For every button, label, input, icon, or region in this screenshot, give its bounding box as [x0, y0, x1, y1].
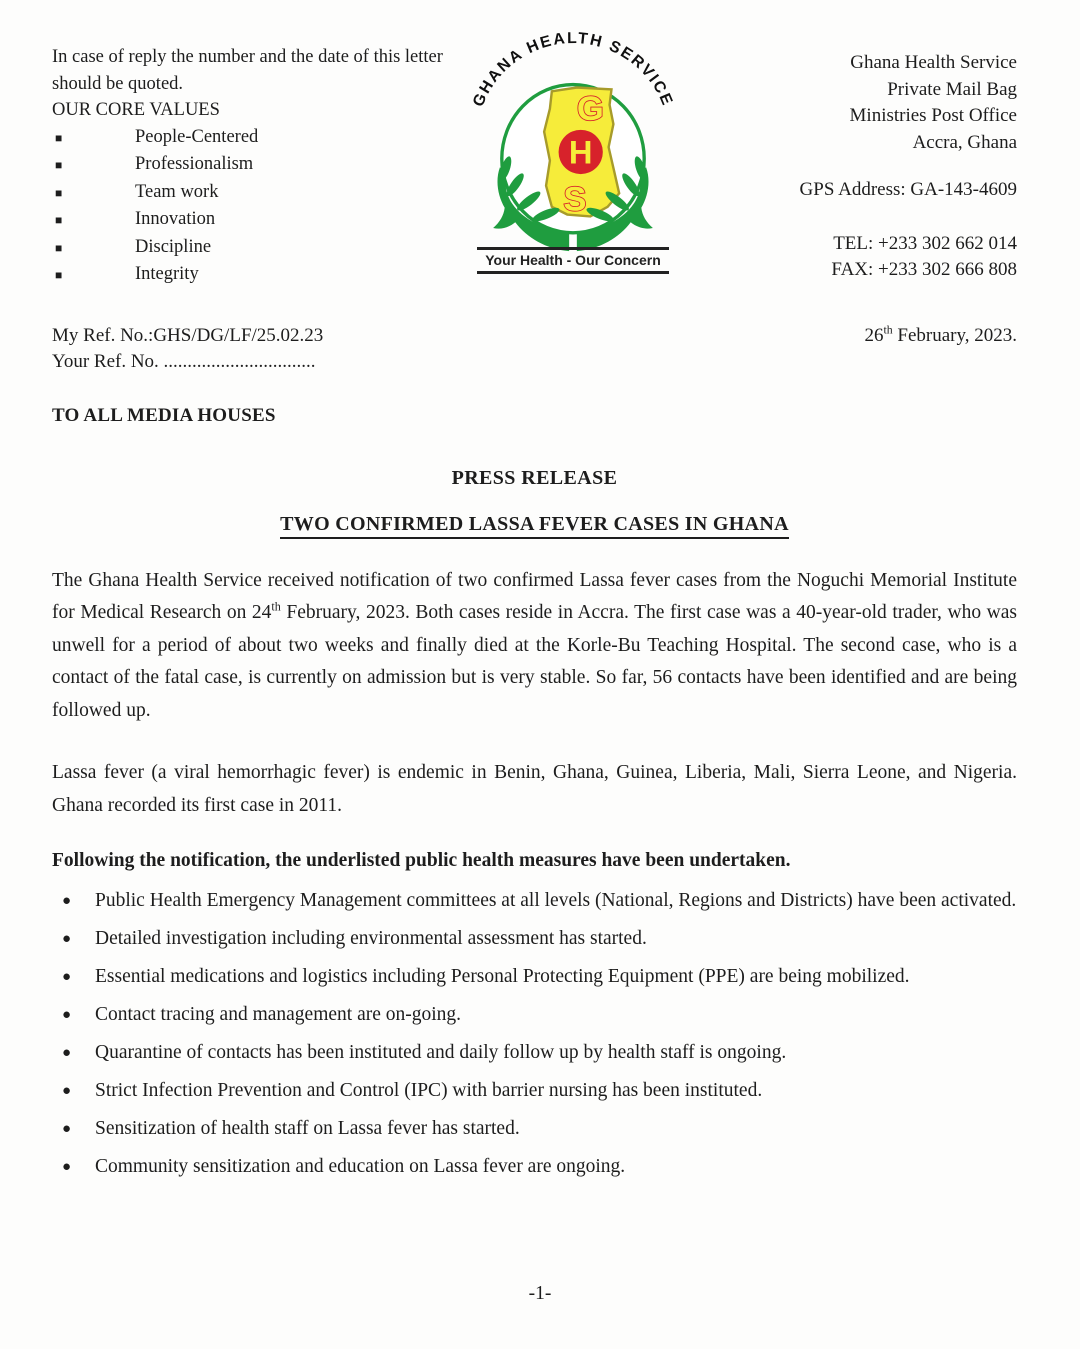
- bullet-icon: ●: [62, 1121, 72, 1137]
- press-release-subtitle: TWO CONFIRMED LASSA FEVER CASES IN GHANA: [280, 513, 789, 539]
- square-bullet-icon: ■: [55, 240, 63, 255]
- date-ordinal-suffix: th: [271, 599, 281, 614]
- measure-item: [52, 996, 1017, 1034]
- measure-item: [52, 920, 1017, 958]
- body-paragraph-2: Lassa fever (a viral hemorrhagic fever) is endemic in Benin, Ghana, Guinea, Liberia, Mali, Sierra Leone, and Nigeria. Ghana recorded its first case in 2011.: [52, 762, 1017, 816]
- letter-date: [864, 323, 1017, 349]
- bullet-icon: ●: [62, 893, 72, 909]
- my-ref-number: My Ref. No.:GHS/DG/LF/25.02.23: [52, 324, 324, 346]
- measure-text: Public Health Emergency Management committees at all levels (National, Regions and Districts) have been activated.: [95, 890, 1017, 911]
- body-paragraph-1: [52, 565, 1017, 728]
- page-number: -1-: [528, 1283, 552, 1304]
- date-ordinal-suffix: th: [883, 323, 893, 337]
- measures-list: [52, 882, 1017, 1186]
- letterhead: [52, 30, 1017, 289]
- letterhead-left-block: [52, 44, 457, 289]
- logo-letter-h: H: [568, 133, 593, 171]
- core-value-label: Professionalism: [135, 154, 254, 174]
- date-rest: February, 2023.: [892, 324, 1017, 346]
- core-value-label: Team work: [135, 181, 219, 202]
- address-line: Accra, Ghana: [912, 131, 1017, 153]
- tel-line: TEL: +233 302 662 014: [833, 232, 1017, 254]
- measure-text: Contact tracing and management are on-going.: [95, 1004, 462, 1025]
- core-value-item: [52, 124, 457, 152]
- square-bullet-icon: ■: [55, 158, 63, 172]
- address-line: Ministries Post Office: [849, 105, 1017, 126]
- address-line: Ghana Health Service: [850, 52, 1017, 73]
- core-value-label: Integrity: [135, 264, 199, 284]
- measures-heading: Following the notification, the underlisted public health measures have been undertaken.: [52, 850, 791, 871]
- contact-lines: [689, 231, 1017, 284]
- bullet-icon: ●: [62, 1159, 72, 1175]
- measure-item: [52, 1072, 1017, 1110]
- ghs-logo-image: [467, 24, 679, 253]
- press-release-title: PRESS RELEASE: [451, 466, 618, 489]
- logo-letter-g: G: [576, 90, 604, 129]
- core-value-label: Discipline: [135, 236, 212, 257]
- core-value-label: Innovation: [135, 209, 216, 229]
- your-ref-number: Your Ref. No. ................................: [52, 350, 316, 372]
- gps-address: GPS Address: GA-143-4609: [799, 179, 1017, 200]
- address-line: Private Mail Bag: [887, 78, 1017, 100]
- bullet-icon: ●: [62, 1083, 72, 1099]
- ghs-logo: [457, 24, 689, 289]
- date-day: 26: [864, 324, 884, 346]
- square-bullet-icon: ■: [55, 213, 63, 227]
- core-value-item: [52, 179, 457, 207]
- core-value-label: People-Centered: [135, 126, 259, 147]
- measure-item: [52, 1034, 1017, 1072]
- letterhead-right-block: [689, 44, 1017, 289]
- bullet-icon: ●: [62, 931, 72, 947]
- paragraph-text: February, 2023. Both cases reside in Accra. The first case was a 40-year-old trader, who was unwell for a period of about two weeks and finally died at the Korle-Bu Teaching Hospital. The second case, who is a contact of the fatal case, is currently on admission but is very stable. So far, 56 contacts have been identified and are being followed up.: [52, 602, 1017, 721]
- measure-text: Detailed investigation including environmental assessment has started.: [95, 928, 647, 949]
- core-value-item: [52, 234, 457, 262]
- core-value-item: [52, 151, 457, 179]
- bullet-icon: ●: [62, 969, 72, 985]
- square-bullet-icon: ■: [55, 130, 63, 145]
- core-values-title: OUR CORE VALUES: [52, 100, 220, 120]
- paragraph-text: The Ghana Health Service received notification of two confirmed Lassa fever cases from the Noguchi Memorial Institute for Medical Research on 24: [52, 569, 1017, 623]
- logo-letter-s: S: [563, 180, 587, 219]
- logo-arc-text: GHANA HEALTH SERVICE: [469, 30, 677, 110]
- measure-item: [52, 1148, 1017, 1186]
- measure-item: [52, 882, 1017, 920]
- core-value-item: [52, 261, 457, 289]
- bullet-icon: ●: [62, 1007, 72, 1023]
- measure-text: Strict Infection Prevention and Control (IPC) with barrier nursing has been instituted.: [95, 1080, 763, 1101]
- square-bullet-icon: ■: [55, 268, 63, 282]
- core-values-list: [52, 124, 457, 289]
- fax-line: FAX: +233 302 666 808: [831, 259, 1017, 280]
- measure-item: [52, 958, 1017, 996]
- measure-item: [52, 1110, 1017, 1148]
- measure-text: Sensitization of health staff on Lassa fever has started.: [95, 1118, 520, 1139]
- logo-tagline: Your Health - Our Concern: [477, 247, 669, 274]
- title-block: [52, 467, 1017, 539]
- recipient-line: TO ALL MEDIA HOUSES: [52, 404, 276, 426]
- measure-text: Community sensitization and education on Lassa fever are ongoing.: [95, 1156, 626, 1177]
- core-value-item: [52, 206, 457, 234]
- bullet-icon: ●: [62, 1045, 72, 1061]
- measure-text: Quarantine of contacts has been instituted and daily follow up by health staff is ongoing.: [95, 1042, 787, 1063]
- reference-row: [52, 323, 1017, 349]
- measure-text: Essential medications and logistics including Personal Protecting Equipment (PPE) are being mobilized.: [95, 966, 910, 987]
- reply-note: In case of reply the number and the date of this letter should be quoted.: [52, 47, 443, 94]
- square-bullet-icon: ■: [55, 185, 63, 200]
